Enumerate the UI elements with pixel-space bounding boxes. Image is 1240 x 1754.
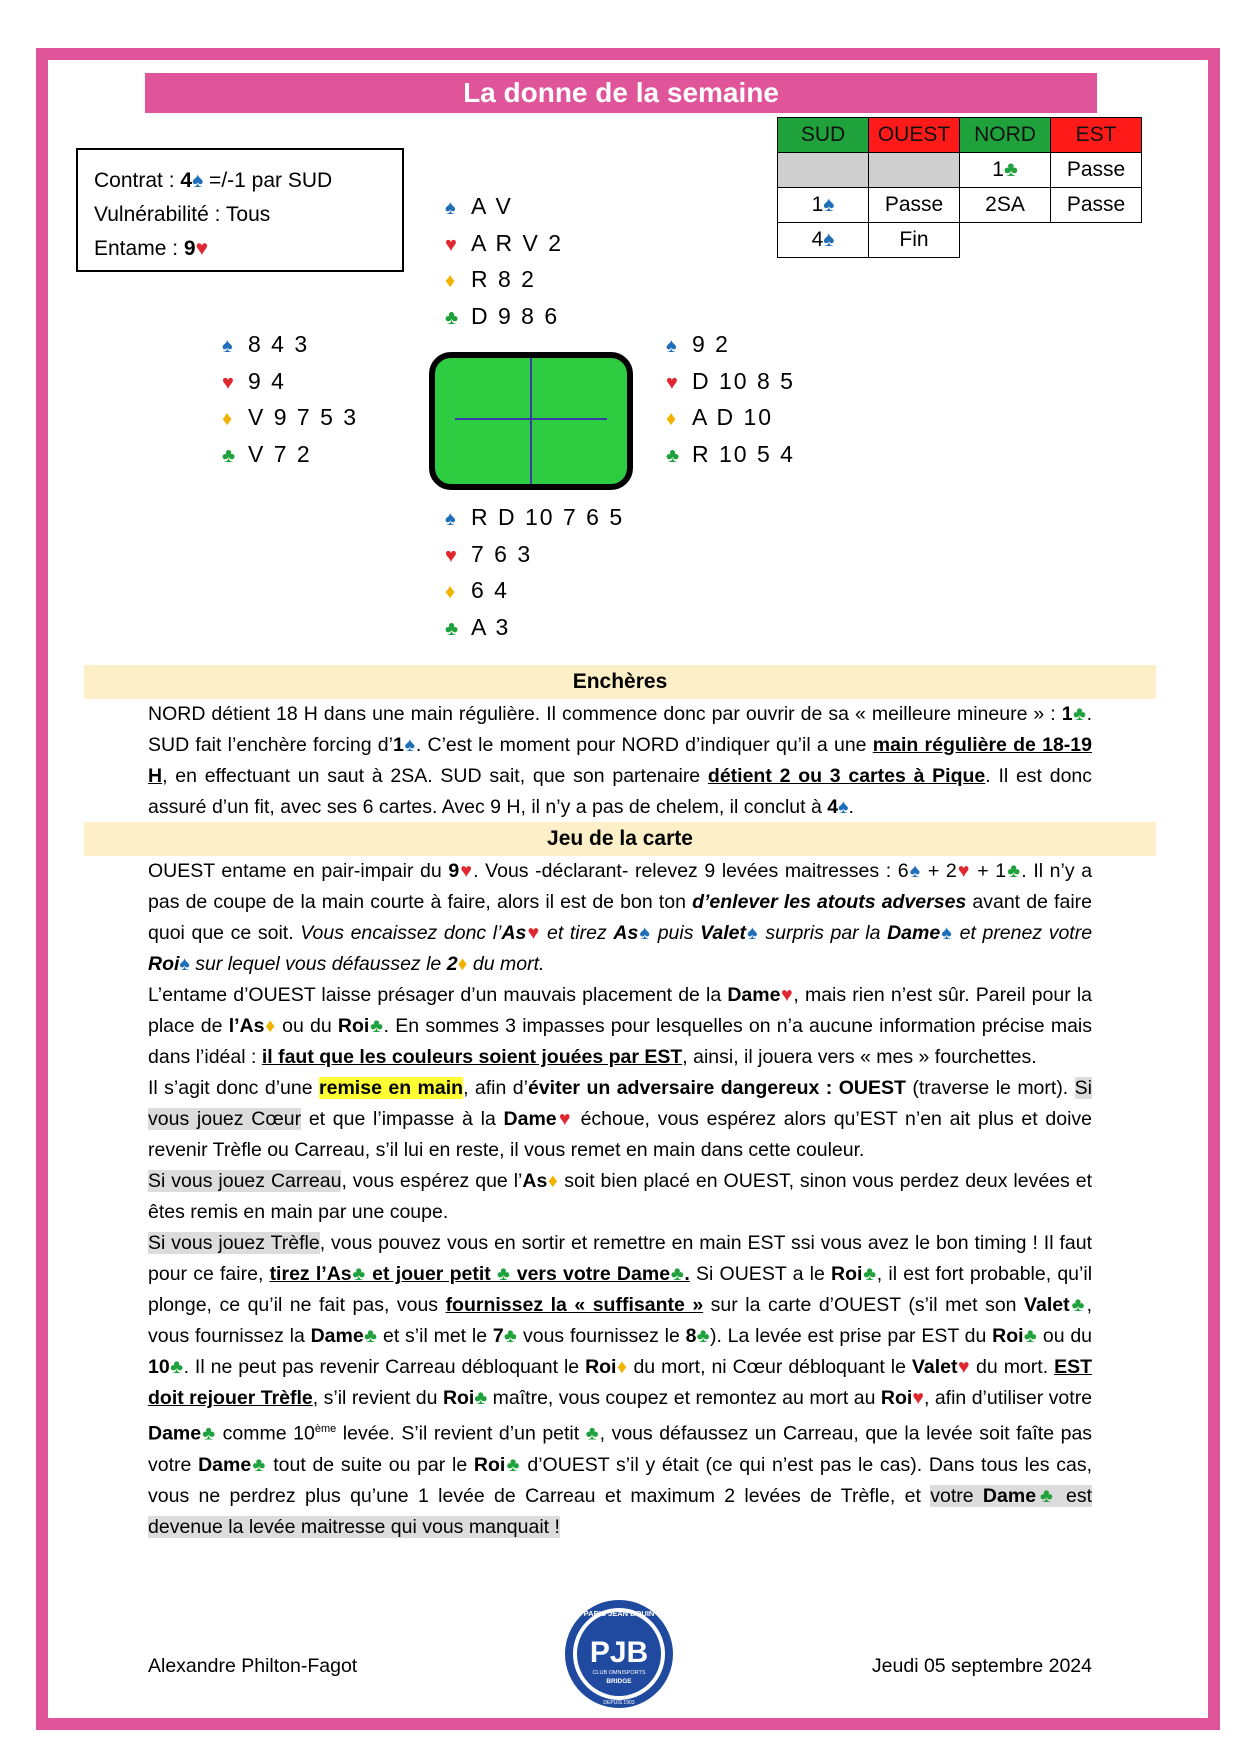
bidding-row xyxy=(778,188,1142,223)
jeu-text: OUEST entame en pair-impair du 9♥. Vous -déclarant- relevez 9 levées maitresses : 6♠ + 2♥ + 1♣. Il n’y a pas de coupe de la main courte à faire, alors il est de bon ton d’enlever les atouts adverses avant de faire quoi que ce soit. Vous encaissez donc l’As♥ et tirez As♠ puis Valet♠ surpris par la Dame♠ et prenez votre Roi♠ sur lequel vous défaussez le 2♦ du mort. L’entame d’OUEST laisse présager d’un mauvais placement de la Dame♥, mais rien n’est sûr. Pareil pour la place de l’As♦ ou du Roi♣. En sommes 3 impasses pour lesquelles on n’a aucune information précise mais dans l’idéal : il faut que les couleurs soient jouées par EST, ainsi, il jouera vers « mes » fourchettes. Il s’agit donc d’une remise en main, afin d’éviter un adversaire dangereux : OUEST (traverse le mort). Si vous jouez Cœur et que l’impasse à la Dame♥ échoue, vous espérez alors qu’EST n’en ait plus et doive revenir Trèfle ou Carreau, s’il lui en reste, il vous remet en main dans cette couleur. Si vous jouez Carreau, vous espérez que l’As♦ soit bien placé en OUEST, sinon vous perdez deux levées et êtes remis en main par une coupe. Si vous jouez Trèfle, vous pouvez vous en sortir et remettre en main EST ssi vous avez le bon timing ! Il faut pour ce faire, tirez l’As♣ et jouer petit ♣ vers votre Dame♣. Si OUEST a le Roi♣, il est fort probable, qu’il plonge, ce qu’il ne fait pas, vous fournissez la « suffisante » sur la carte d’OUEST (s’il met son Valet♣, vous fournissez la Dame♣ et s’il met le 7♣ vous fournissez le 8♣). La levée est prise par EST du Roi♣ ou du 10♣. Il ne peut pas revenir Carreau débloquant le Roi♦ du mort, ni Cœur débloquant le Valet♥ du mort. EST doit rejouer Trèfle, s’il revient du Roi♣ maître, vous coupez et remontez au mort au Roi♥, afin d’utiliser votre Dame♣ comme 10ème levée. S’il revient d’un petit ♣, vous défaussez un Carreau, que la levée soit faîte pas votre Dame♣ tout de suite ou par le Roi♣ d’OUEST s’il y était (ce qui n’est pas le cas). Dans tous les cas, vous ne perdrez plus qu’une 1 levée de Carreau et maximum 2 levées de Trèfle, et votre Dame♣ est devenue la levée maitresse qui vous manquait ! xyxy=(148,860,1093,1538)
logo-initials: PJB xyxy=(589,1636,649,1669)
club-logo xyxy=(560,1598,678,1710)
spade-icon: ♠ xyxy=(666,335,677,357)
logo-top-text: PARIS JEAN BOUIN xyxy=(583,1609,655,1618)
section-jeu-heading: Jeu de la carte xyxy=(84,822,1156,856)
bid-header-nord: NORD xyxy=(960,118,1051,153)
lead-line: Entame : 9♥ xyxy=(94,237,209,260)
hand-east: ♠ 9 2 ♥ D 10 8 5 ♦ A D 10 ♣ R 10 5 4 xyxy=(666,327,795,473)
hand-north: ♠ A V ♥ A R V 2 ♦ R 8 2 ♣ D 9 8 6 xyxy=(445,189,563,335)
bid-cell: Passe xyxy=(869,188,960,223)
bid-header-est: EST xyxy=(1051,118,1142,153)
bid-cell: 1♣ xyxy=(960,153,1051,188)
club-icon: ♣ xyxy=(445,306,459,329)
contract-line: Contrat : 4♠ =/-1 par SUD xyxy=(94,169,333,192)
bid-cell xyxy=(1051,223,1142,258)
bid-cell: Fin xyxy=(869,223,960,258)
club-icon: ♣ xyxy=(666,444,680,467)
heart-icon: ♥ xyxy=(195,237,209,260)
spade-icon: ♠ xyxy=(222,335,233,357)
hand-west: ♠ 8 4 3 ♥ 9 4 ♦ V 9 7 5 3 ♣ V 7 2 xyxy=(222,327,358,473)
heart-icon: ♥ xyxy=(445,233,457,256)
club-icon: ♣ xyxy=(222,444,236,467)
bid-cell: 2SA xyxy=(960,188,1051,223)
encheres-text: NORD détient 18 H dans une main régulière. Il commence donc par ouvrir de sa « meilleure mineure » : 1♣. SUD fait l’enchère forcing d’1♠. C’est le moment pour NORD d’indiquer qu’il a une main régulière de 18-19 H, en effectuant un saut à 2SA. SUD sait, que son partenaire détient 2 ou 3 cartes à Pique. Il est donc assuré d’un fit, avec ses 6 cartes. Avec 9 H, il n’y a pas de chelem, il conclut à 4♠. xyxy=(148,703,1093,818)
spade-icon: ♠ xyxy=(192,169,204,192)
suit-icon: ♠ xyxy=(823,193,835,216)
bid-cell: Passe xyxy=(1051,188,1142,223)
suit-icon: ♠ xyxy=(823,228,835,251)
bidding-header-row xyxy=(778,118,1142,153)
logo-sub2: BRIDGE xyxy=(606,1678,632,1685)
card-table xyxy=(429,352,633,490)
diamond-icon: ♦ xyxy=(445,581,456,603)
logo-sub3: DEPUIS 1903 xyxy=(603,1700,635,1706)
date: Jeudi 05 septembre 2024 xyxy=(871,1655,1092,1677)
contract-box xyxy=(76,148,404,272)
diamond-icon: ♦ xyxy=(666,408,677,430)
diamond-icon: ♦ xyxy=(445,270,456,292)
heart-icon: ♥ xyxy=(445,544,457,567)
bidding-row xyxy=(778,223,1142,258)
heart-icon: ♥ xyxy=(666,371,678,394)
logo-sub1: CLUB OMNISPORTS xyxy=(592,1670,646,1676)
bidding-table xyxy=(777,117,1142,258)
bidding-row xyxy=(778,153,1142,188)
vulnerability-line: Vulnérabilité : Tous xyxy=(94,203,271,226)
hand-south: ♠ R D 10 7 6 5 ♥ 7 6 3 ♦ 6 4 ♣ A 3 xyxy=(445,500,624,646)
suit-icon: ♣ xyxy=(1003,158,1018,181)
club-icon: ♣ xyxy=(445,617,459,640)
bid-cell: 4♠ xyxy=(778,223,869,258)
bid-cell xyxy=(960,223,1051,258)
spade-icon: ♠ xyxy=(445,197,456,219)
spade-icon: ♠ xyxy=(445,508,456,530)
bid-header-ouest: OUEST xyxy=(869,118,960,153)
bid-cell: 1♠ xyxy=(778,188,869,223)
bid-cell: Passe xyxy=(1051,153,1142,188)
bid-cell xyxy=(869,153,960,188)
author: Alexandre Philton-Fagot xyxy=(148,1655,358,1677)
bid-header-sud: SUD xyxy=(778,118,869,153)
page-title: La donne de la semaine xyxy=(145,73,1097,113)
section-encheres-heading: Enchères xyxy=(84,665,1156,699)
bid-cell xyxy=(778,153,869,188)
diamond-icon: ♦ xyxy=(222,408,233,430)
heart-icon: ♥ xyxy=(222,371,234,394)
